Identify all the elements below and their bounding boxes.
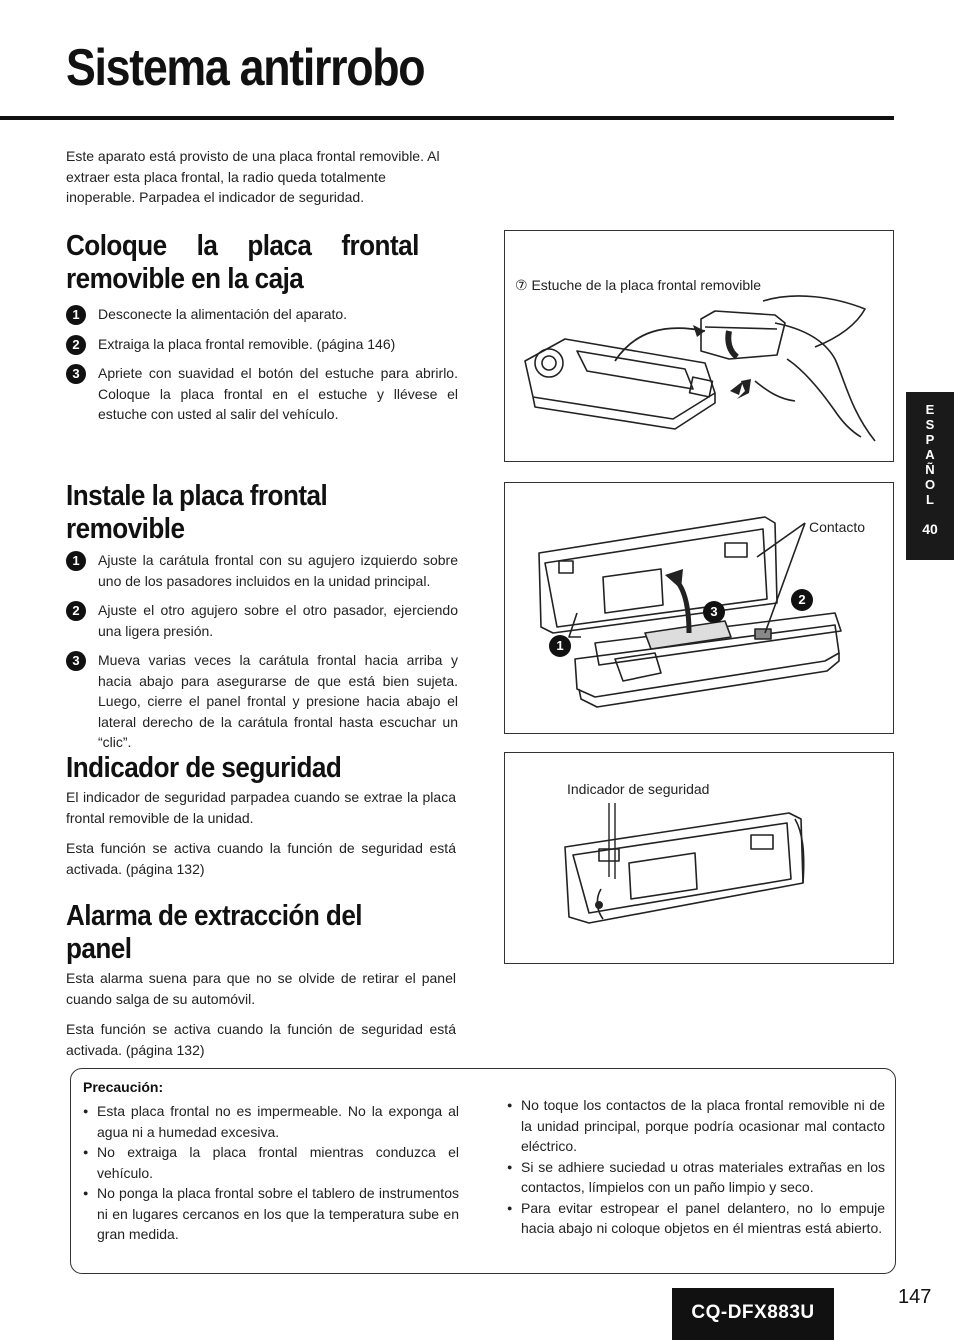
tab-letter: S [925,417,935,432]
section-case-steps [66,304,458,425]
faceplate-case-illustration [505,231,893,461]
caution-box [70,1068,896,1274]
section-install [66,480,458,762]
language-letters [906,392,954,507]
tab-letter: Ñ [925,462,935,477]
section-page-number: 40 [922,521,938,537]
caution-item: ● No ponga la placa frontal sobre el tablero de instrumentos ni en lugares cercanos en los que la temperatura sube en gran medida. [83,1183,459,1245]
step-item [66,600,458,641]
figure-case [504,230,894,462]
figure-step-3-marker: 3 [703,601,725,623]
figure-indicator-label: Indicador de seguridad [567,781,710,797]
step-item [66,334,458,355]
step-item [66,550,458,591]
tab-letter: A [925,447,935,462]
caution-item: ● Si se adhiere suciedad u otras materiales extrañas en los contactos, límpielos con un paño limpio y seco. [507,1157,885,1198]
step-number-icon: 2 [66,335,86,355]
section-alarm-note: Esta función se activa cuando la función de seguridad está activada. (página 132) [66,1021,456,1058]
section-alarm [66,900,456,1060]
caution-item: ● Esta placa frontal no es impermeable. No la exponga al agua ni a humedad excesiva. [83,1101,459,1142]
section-install-steps [66,550,458,753]
section-install-title: Instale la placa frontal removible [66,480,328,545]
caution-item: ● No toque los contactos de la placa frontal removible ni de la unidad principal, porque podría ocasionar mal contacto eléctrico. [507,1095,885,1157]
section-case-title: Coloque la placa frontal removible en la caja [66,230,419,295]
tab-letter: P [925,432,935,447]
caution-item: ● No extraiga la placa frontal mientras conduzca el vehículo. [83,1142,459,1183]
model-badge: CQ-DFX883U [672,1288,834,1340]
figure-step-2-marker: 2 [791,589,813,611]
tab-letter: E [925,402,935,417]
caution-list-left [83,1101,459,1245]
section-alarm-title: Alarma de extracción del panel [66,900,363,965]
step-text: Extraiga la placa frontal removible. (página 146) [98,335,396,352]
page-title: Sistema antirrobo [66,39,425,97]
caution-list-right [507,1095,885,1239]
caution-title: Precaución: [83,1079,164,1095]
tab-letter: O [924,477,936,492]
figure-contact-label: Contacto [809,519,866,535]
section-indicator-title: Indicador de seguridad [66,752,342,784]
step-number-icon: 1 [66,551,86,571]
step-text: Ajuste la carátula frontal con su agujero izquierdo sobre uno de los pasadores incluidos en la unidad principal. [98,552,458,589]
section-alarm-text: Esta alarma suena para que no se olvide de retirar el panel cuando salga de su automóvil. [66,970,456,1007]
step-text: Desconecte la alimentación del aparato. [98,306,348,322]
faceplate-install-illustration [505,483,893,733]
section-indicator-text: El indicador de seguridad parpadea cuando se extrae la placa frontal removible de la unidad. [66,789,456,826]
figure-step-1-marker: 1 [549,635,571,657]
section-indicator [66,752,456,879]
step-item [66,363,458,425]
step-text: Mueva varias veces la carátula frontal hacia arriba y hacia abajo para asegurarse de que está bien sujeta. Luego, cierre el panel frontal y presione hacia abajo el lateral derecho de la carátula frontal hasta escuchar un “clic”. [98,652,458,750]
figure-indicator [504,752,894,964]
language-side-tab [906,392,954,560]
title-rule [0,116,894,120]
figure-install [504,482,894,734]
security-indicator-illustration [505,753,893,963]
figure-case-label: ⑦ Estuche de la placa frontal removible [515,277,762,293]
step-text: Ajuste el otro agujero sobre el otro pasador, ejerciendo una ligera presión. [98,602,458,639]
tab-letter: L [926,492,934,507]
step-number-icon: 2 [66,601,86,621]
step-item [66,650,458,753]
section-case [66,230,458,434]
caution-item: ● Para evitar estropear el panel delantero, no lo empuje hacia abajo ni coloque objetos en él mientras está abierto. [507,1198,885,1239]
step-item [66,304,458,325]
section-indicator-note: Esta función se activa cuando la función de seguridad está activada. (página 132) [66,840,456,877]
step-number-icon: 3 [66,364,86,384]
step-text: Apriete con suavidad el botón del estuche para abrirlo. Coloque la placa frontal en el estuche y llévese el estuche con usted al salir del vehículo. [98,365,458,422]
step-number-icon: 3 [66,651,86,671]
step-number-icon: 1 [66,305,86,325]
page-number: 147 [898,1286,932,1308]
intro-text: Este aparato está provisto de una placa frontal removible. Al extraer esta placa frontal, la radio queda totalmente inoperable. Parpadea el indicador de seguridad. [66,148,440,205]
